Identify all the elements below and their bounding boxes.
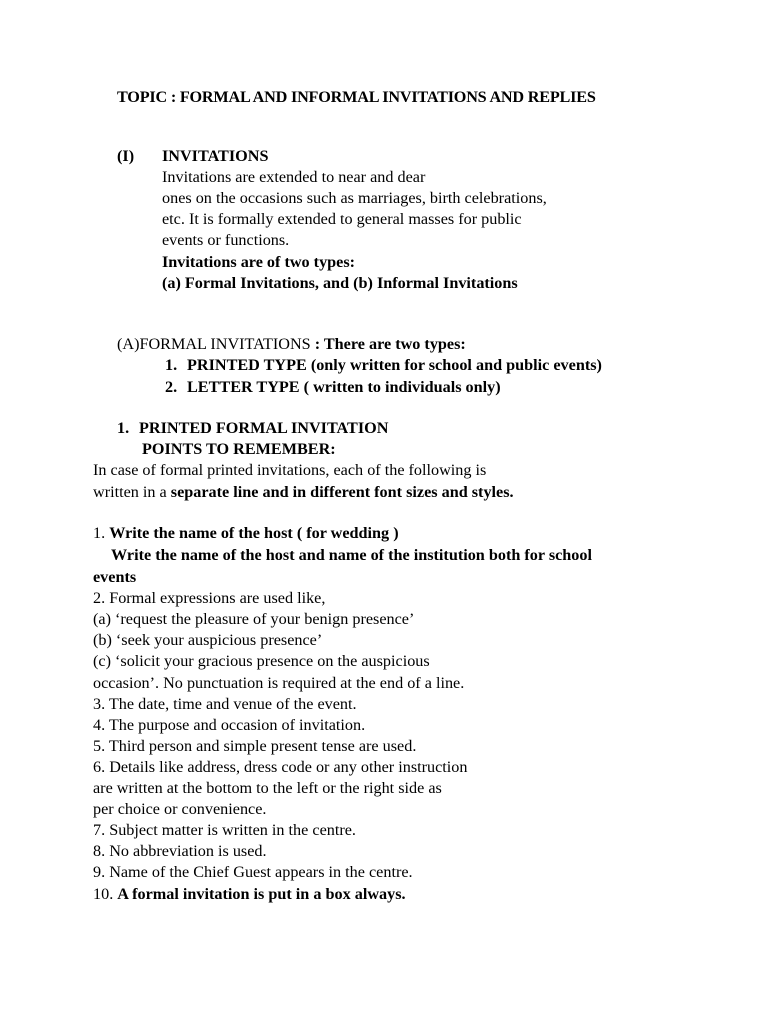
section-i-body-line: etc. It is formally extended to general masses for public	[162, 210, 522, 228]
point-2: 2. Formal expressions are used like,	[93, 589, 326, 607]
formal-heading	[117, 336, 466, 352]
point-1	[93, 525, 399, 541]
point-6-line-2: are written at the bottom to the left or the right side as	[93, 779, 442, 797]
point-8: 8. No abbreviation is used.	[93, 842, 267, 860]
formal-heading-rest: : There are two types:	[310, 335, 466, 353]
section-i-body-line: ones on the occasions such as marriages, birth celebrations,	[162, 189, 547, 207]
point-6-line-3: per choice or convenience.	[93, 800, 267, 818]
formal-type-number: 1.	[165, 356, 178, 374]
printed-intro-normal: written in a	[93, 483, 171, 501]
formal-heading-bold: (A)FORMAL INVITATIONS	[117, 335, 311, 353]
printed-intro-line: In case of formal printed invitations, each of the following is	[93, 461, 487, 479]
point-9: 9. Name of the Chief Guest appears in the centre.	[93, 863, 413, 881]
point-5: 5. Third person and simple present tense are used.	[93, 737, 417, 755]
point-10-text: A formal invitation is put in a box always.	[117, 885, 406, 903]
point-2c-continued: occasion’. No punctuation is required at the end of a line.	[93, 674, 465, 692]
point-3: 3. The date, time and venue of the event.	[93, 695, 357, 713]
point-10-number: 10.	[93, 885, 118, 903]
printed-heading-number: 1.	[117, 419, 130, 437]
point-2a: (a) ‘request the pleasure of your benign presence’	[93, 610, 415, 628]
point-7: 7. Subject matter is written in the centre.	[93, 821, 356, 839]
points-subheading: POINTS TO REMEMBER:	[142, 440, 336, 458]
page-title: TOPIC : FORMAL AND INFORMAL INVITATIONS AND REPLIES	[117, 88, 596, 106]
section-i-number: (I)	[117, 147, 135, 165]
formal-type-label: LETTER TYPE ( written to individuals only)	[187, 378, 501, 396]
section-i-body-line: events or functions.	[162, 231, 290, 249]
point-2c: (c) ‘solicit your gracious presence on the auspicious	[93, 652, 430, 670]
printed-intro-line	[93, 484, 514, 500]
point-1-number: 1.	[93, 524, 110, 542]
point-1-line-3: events	[93, 568, 137, 586]
types-heading: Invitations are of two types:	[162, 253, 356, 271]
section-i-heading: INVITATIONS	[162, 147, 269, 165]
section-i-body-line: Invitations are extended to near and dear	[162, 168, 426, 186]
point-6: 6. Details like address, dress code or any other instruction	[93, 758, 468, 776]
point-1-line-2: Write the name of the host and name of the institution both for school	[111, 546, 592, 564]
printed-heading: PRINTED FORMAL INVITATION	[139, 419, 389, 437]
point-1-text: Write the name of the host ( for wedding )	[109, 524, 399, 542]
types-list: (a) Formal Invitations, and (b) Informal Invitations	[162, 274, 518, 292]
printed-intro-bold: separate line and in different font sizes and styles.	[170, 483, 514, 501]
formal-type-label: PRINTED TYPE (only written for school and public events)	[187, 356, 602, 374]
point-2b: (b) ‘seek your auspicious presence’	[93, 631, 323, 649]
formal-type-number: 2.	[165, 378, 178, 396]
point-4: 4. The purpose and occasion of invitation.	[93, 716, 366, 734]
point-10	[93, 886, 406, 902]
